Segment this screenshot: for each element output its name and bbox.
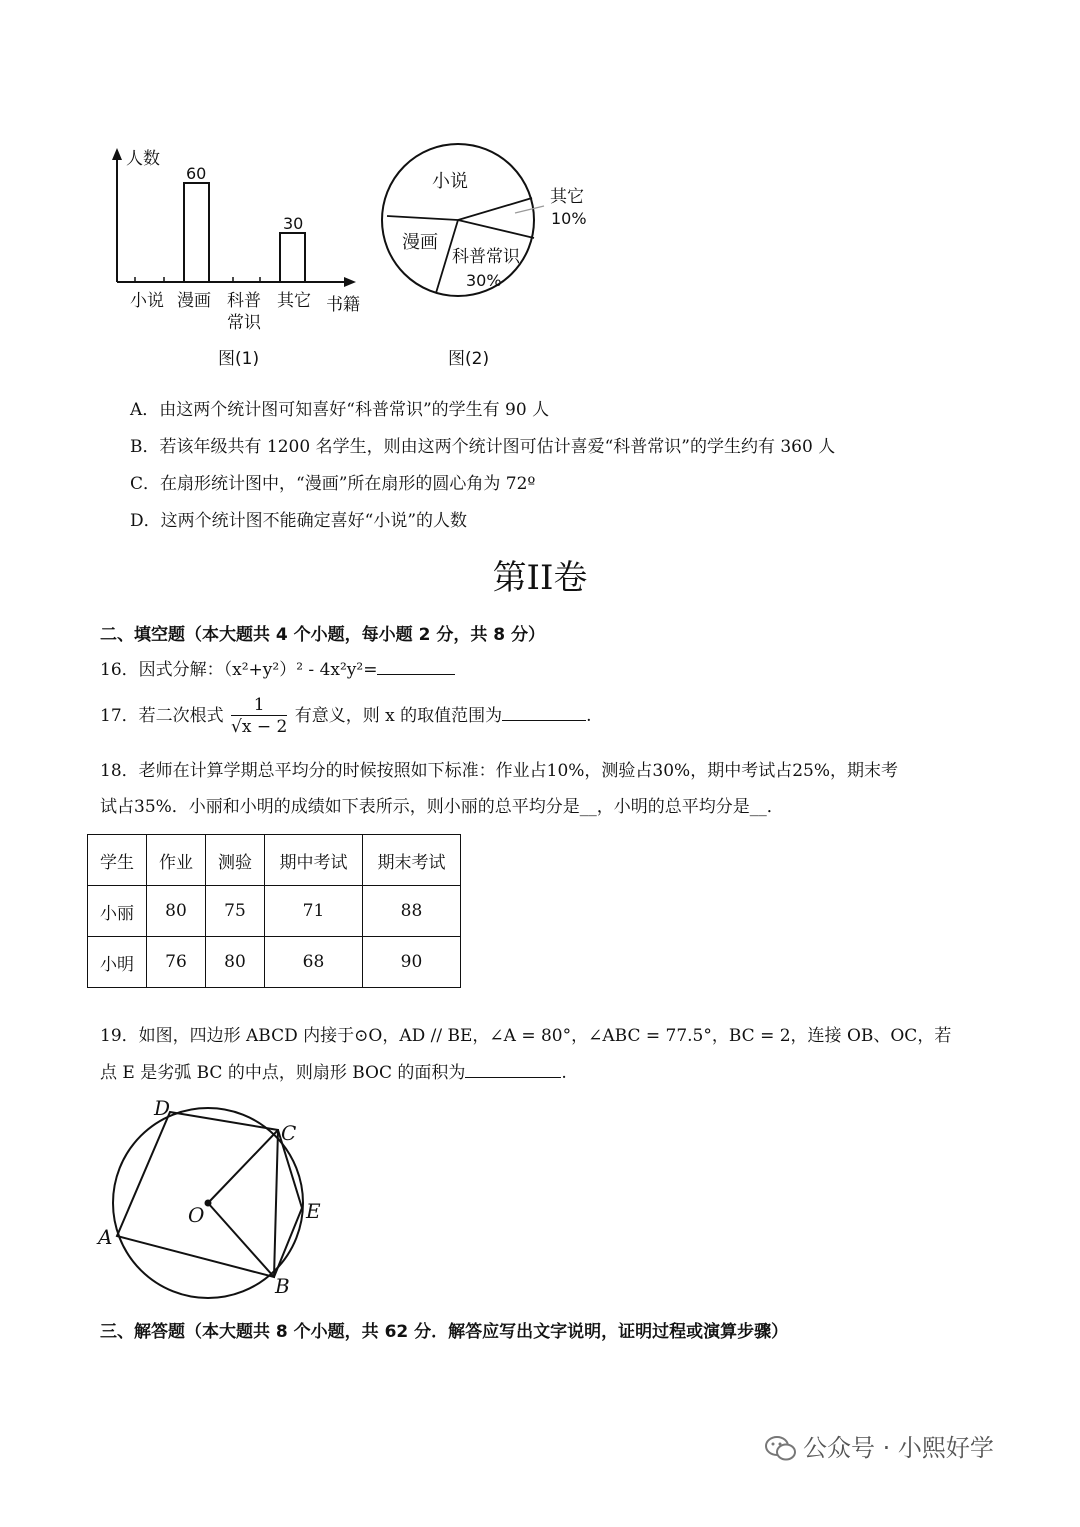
q19-line-1: 19．如图，四边形 ABCD 内接于⊙O，AD // BE，∠A = 80°，∠ABC = 77.5°，BC = 2，连接 OB、OC，若 [100,1026,952,1046]
bar-category-kepu-line2: 常识 [227,313,261,333]
q17-prefix: 17．若二次根式 [100,706,224,726]
option-a: A．由这两个统计图可知喜好“科普常识”的学生有 90 人 [130,400,550,420]
label-a: A [98,1225,113,1249]
label-e: E [306,1199,321,1223]
pie-value-qita: 10% [551,209,587,228]
label-c: C [281,1121,297,1145]
section-3-title: 三、解答题（本大题共 8 个小题，共 62 分．解答应写出文字说明，证明过程或演算步骤） [100,1322,789,1342]
pie-chart [380,140,600,380]
pie-divider-1 [387,216,458,220]
q19-end: . [561,1063,567,1083]
table-cell: 小丽 [88,886,147,937]
table-cell: 90 [363,937,461,988]
table-cell: 75 [206,886,265,937]
table-cell: 80 [147,886,206,937]
pie-label-manhua: 漫画 [402,232,438,253]
q17-suffix: 有意义，则 x 的取值范围为 [294,706,503,726]
pie-caption: 图(2) [448,349,490,369]
pie-label-xiaoshuo: 小说 [432,171,468,192]
pie-divider-4 [458,220,534,238]
q16-text: 16．因式分解：（x²+y²）² - 4x²y²= [100,660,378,680]
q18-line-2: 试占35%．小丽和小明的成绩如下表所示，则小丽的总平均分是__，小明的总平均分是__． [100,797,784,817]
table-cell: 80 [206,937,265,988]
table-cell: 76 [147,937,206,988]
score-table [87,834,461,988]
bar-y-label: 人数 [126,149,160,169]
header-cell: 测验 [206,835,265,886]
segment-be [274,1208,302,1277]
header-cell: 作业 [147,835,206,886]
q19-line-2 [100,1061,567,1084]
table-cell: 小明 [88,937,147,988]
segment-oc [208,1130,278,1203]
table-cell: 88 [363,886,461,937]
bar-category-qita: 其它 [277,291,311,311]
volume-title: 第II卷 [492,558,588,598]
q17-answer-blank [502,704,586,721]
section-2-title: 二、填空题（本大题共 4 个小题，每小题 2 分，共 8 分） [100,625,545,645]
pie-value-kepu: 30% [466,271,502,290]
bar-y-axis-arrow [112,148,122,160]
q19-line-2-text: 点 E 是劣弧 BC 的中点，则扇形 BOC 的面积为 [100,1063,466,1083]
circle-quadrilateral-figure [90,1090,340,1300]
wechat-icon [765,1435,797,1463]
label-d: D [154,1096,171,1120]
q17-end: . [586,706,592,726]
table-cell: 71 [265,886,363,937]
bar-chart [100,140,380,380]
q19-answer-blank [465,1061,561,1078]
option-b: B．若该年级共有 1200 名学生，则由这两个统计图可估计喜爱“科普常识”的学生约有 360 人 [130,437,836,457]
q17-denominator: √x − 2 [231,717,288,737]
pie-label-kepu: 科普常识 [452,247,520,267]
segment-ob [208,1203,274,1277]
bar-category-kepu: 科普 [227,291,261,311]
bar-qita [280,233,305,282]
bar-manhua-value: 60 [186,164,207,183]
q17-numerator: 1 [231,695,287,716]
pie-leader-line [515,206,544,213]
center-point [205,1200,212,1207]
question-17 [100,692,592,740]
table-cell: 68 [265,937,363,988]
table-row [88,937,461,988]
bar-category-manhua: 漫画 [177,291,211,311]
header-cell: 期中考试 [265,835,363,886]
bar-x-axis-arrow [344,277,356,287]
table-row [88,886,461,937]
question-16 [100,658,455,681]
bar-category-xiaoshuo: 小说 [130,291,164,311]
label-o: O [188,1203,205,1227]
pie-label-qita: 其它 [550,187,584,207]
bar-manhua [184,183,209,282]
pie-divider-3 [458,198,532,220]
q18-line-1: 18．老师在计算学期总平均分的时候按照如下标准：作业占10%，测验占30%，期中考试占25%，期末考 [100,761,898,781]
header-cell: 期末考试 [363,835,461,886]
q16-answer-blank [377,658,455,675]
watermark [765,1428,994,1463]
watermark-text: 公众号 · 小熙好学 [803,1434,994,1462]
label-b: B [275,1274,290,1298]
bar-caption: 图(1) [218,349,260,369]
bar-x-label: 书籍 [326,295,360,315]
q17-fraction [231,695,287,738]
bar-qita-value: 30 [283,214,304,233]
option-d: D．这两个统计图不能确定喜好“小说”的人数 [130,511,468,531]
table-header-row [88,835,461,886]
header-cell: 学生 [88,835,147,886]
option-c: C．在扇形统计图中，“漫画”所在扇形的圆心角为 72º [130,474,536,494]
